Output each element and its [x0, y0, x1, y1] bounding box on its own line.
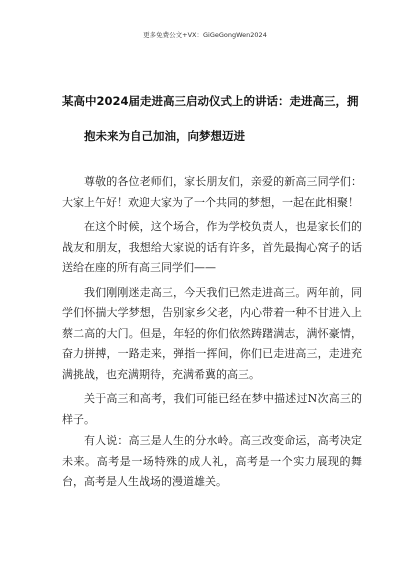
document-body: [62, 172, 362, 497]
paragraph-entering-senior-year: 我们刚刚迷走高三，今天我们已然走进高三。两年前，同学们怀揣大学梦想，告别家乡父老，内心带着一种不甘进入上蔡二高的大门。但是，年轻的你们依然踌躇满志，满怀豪情，奋力拼搏，一路走来，弹指一挥间，你们已走进高三，走进充满挑战，也充满期待，充满希冀的高三。: [62, 285, 362, 381]
paragraph-greeting: 尊敬的各位老师们，家长朋友们，亲爱的新高三同学们：大家上午好！欢迎大家为了一个共同的梦想，一起在此相聚！: [62, 175, 362, 209]
document-title-line-2: 抱未来为自己加油，向梦想迈进: [84, 129, 245, 143]
paragraph-intro: 在这个时候，这个场合，作为学校负责人，也是家长们的战友和朋友，我想给大家说的话有许多，首先最掏心窝子的话送给在座的所有高三同学们——: [62, 220, 362, 274]
document-title-line-1: 某高中2024届走进高三启动仪式上的讲话：走进高三，拥: [62, 94, 359, 108]
page-header: 更多免费公文+VX：GiGeGongWen2024: [143, 31, 267, 39]
paragraph-quotes: 有人说：高三是人生的分水岭。高三改变命运，高考决定未来。高考是一场特殊的成人礼，高考是一个实力展现的舞台，高考是人生战场的漫道雄关。: [62, 434, 362, 488]
paragraph-about-gaokao: 关于高三和高考，我们可能已经在梦中描述过N次高三的样子。: [62, 392, 362, 426]
